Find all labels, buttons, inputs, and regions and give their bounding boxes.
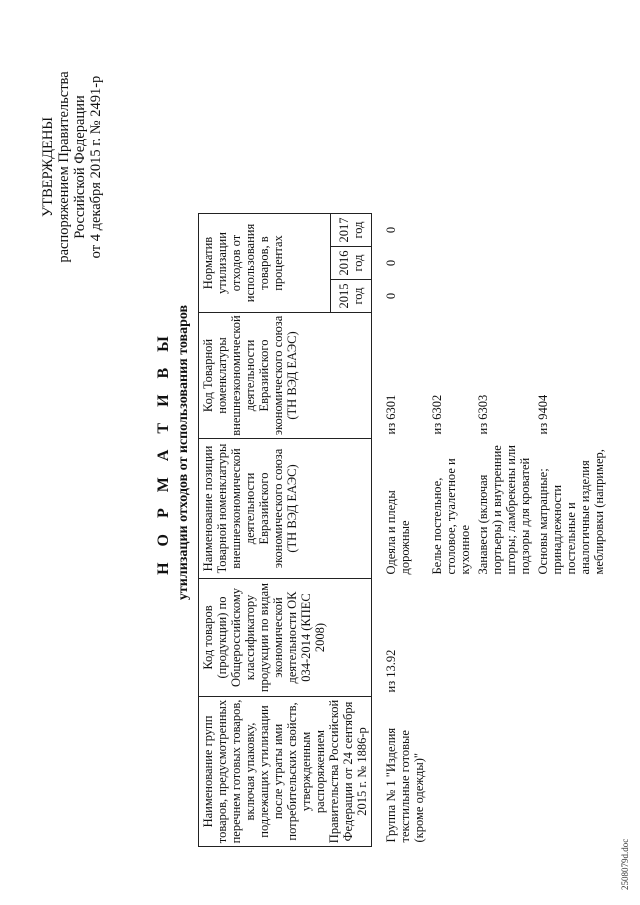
cell-code: из 9404	[536, 394, 550, 435]
document-title: Н О Р М А Т И В Ы	[155, 330, 172, 575]
cell-code: из 6301	[384, 394, 398, 435]
cell-group	[474, 697, 534, 847]
cell-name: Одеяла и пледы дорожные	[384, 490, 412, 575]
cell-okpd: из 13.92	[384, 649, 398, 693]
cell-2015	[474, 280, 534, 313]
cell-okpd	[428, 579, 474, 697]
cell-group	[428, 697, 474, 847]
cell-2017	[428, 214, 474, 247]
cell-2015	[428, 280, 474, 313]
norms-table	[198, 213, 608, 847]
cell-2017: 0	[384, 226, 398, 234]
cell-2016: 0	[384, 259, 398, 267]
table-header-row	[199, 214, 331, 847]
header-year-2015: 2015 год	[331, 280, 372, 313]
approval-stamp	[40, 27, 104, 307]
approval-line-4: от 4 декабря 2015 г. № 2491-р	[88, 75, 104, 259]
cell-2015	[534, 280, 608, 313]
table-row	[534, 214, 608, 847]
table-row	[428, 214, 474, 847]
cell-name: Основы матрацные; принадлежности постельные и аналогичные изделия меблировки (например,	[536, 449, 606, 575]
header-tnved-code: Код Товарной номенклатуры внешнеэкономической деятельности Евразийского экономического союза (ТН ВЭД ЕАЭС)	[199, 313, 372, 439]
cell-2016	[474, 247, 534, 280]
header-year-2016: 2016 год	[331, 247, 372, 280]
table-row	[382, 214, 428, 847]
cell-2016	[428, 247, 474, 280]
cell-group	[534, 697, 608, 847]
cell-okpd	[534, 579, 608, 697]
approval-line-2: распоряжением Правительства	[56, 71, 72, 263]
cell-name: Белье постельное, столовое, туалетное и кухонное	[430, 458, 472, 575]
cell-code: из 6303	[476, 394, 490, 435]
cell-code: из 6302	[430, 394, 444, 435]
cell-group: Группа № 1 "Изделия текстильные готовые (кроме одежды)"	[384, 727, 426, 843]
cell-okpd	[474, 579, 534, 697]
table-row	[474, 214, 534, 847]
cell-2016	[534, 247, 608, 280]
cell-2017	[534, 214, 608, 247]
document-subtitle: утилизации отходов от использования товаров	[176, 304, 191, 601]
header-group: Наименование групп товаров, предусмотренных перечнем готовых товаров, включая упаковку, подлежащих утилизации после утраты ими потребительских свойств, утвержденным распоряжением Правительства Российской Федерации от 24 сентября 2015 г. № 1886-р	[199, 697, 372, 847]
cell-name: Занавеси (включая портьеры) и внутренние шторы; ламбрекены или подзоры для кроватей	[476, 445, 532, 575]
header-position-name: Наименование позиции Товарной номенклатуры внешнеэкономической деятельности Евразийского экономического союза (ТН ВЭД ЕАЭС)	[199, 439, 372, 579]
header-year-2017: 2017 год	[331, 214, 372, 247]
header-norm: Норматив утилизации отходов от использования товаров, в процентах	[199, 214, 331, 313]
header-okpd-code: Код товаров (продукции) по Общероссийскому классификатору продукции по видам экономической деятельности ОК 034-2014 (КПЕС 2008)	[199, 579, 372, 697]
cell-2017	[474, 214, 534, 247]
cell-2015: 0	[384, 292, 398, 300]
approval-line-3: Российской Федерации	[72, 95, 88, 239]
file-id: 2508079d.doc	[620, 838, 630, 890]
approval-line-1: УТВЕРЖДЕНЫ	[40, 116, 56, 218]
